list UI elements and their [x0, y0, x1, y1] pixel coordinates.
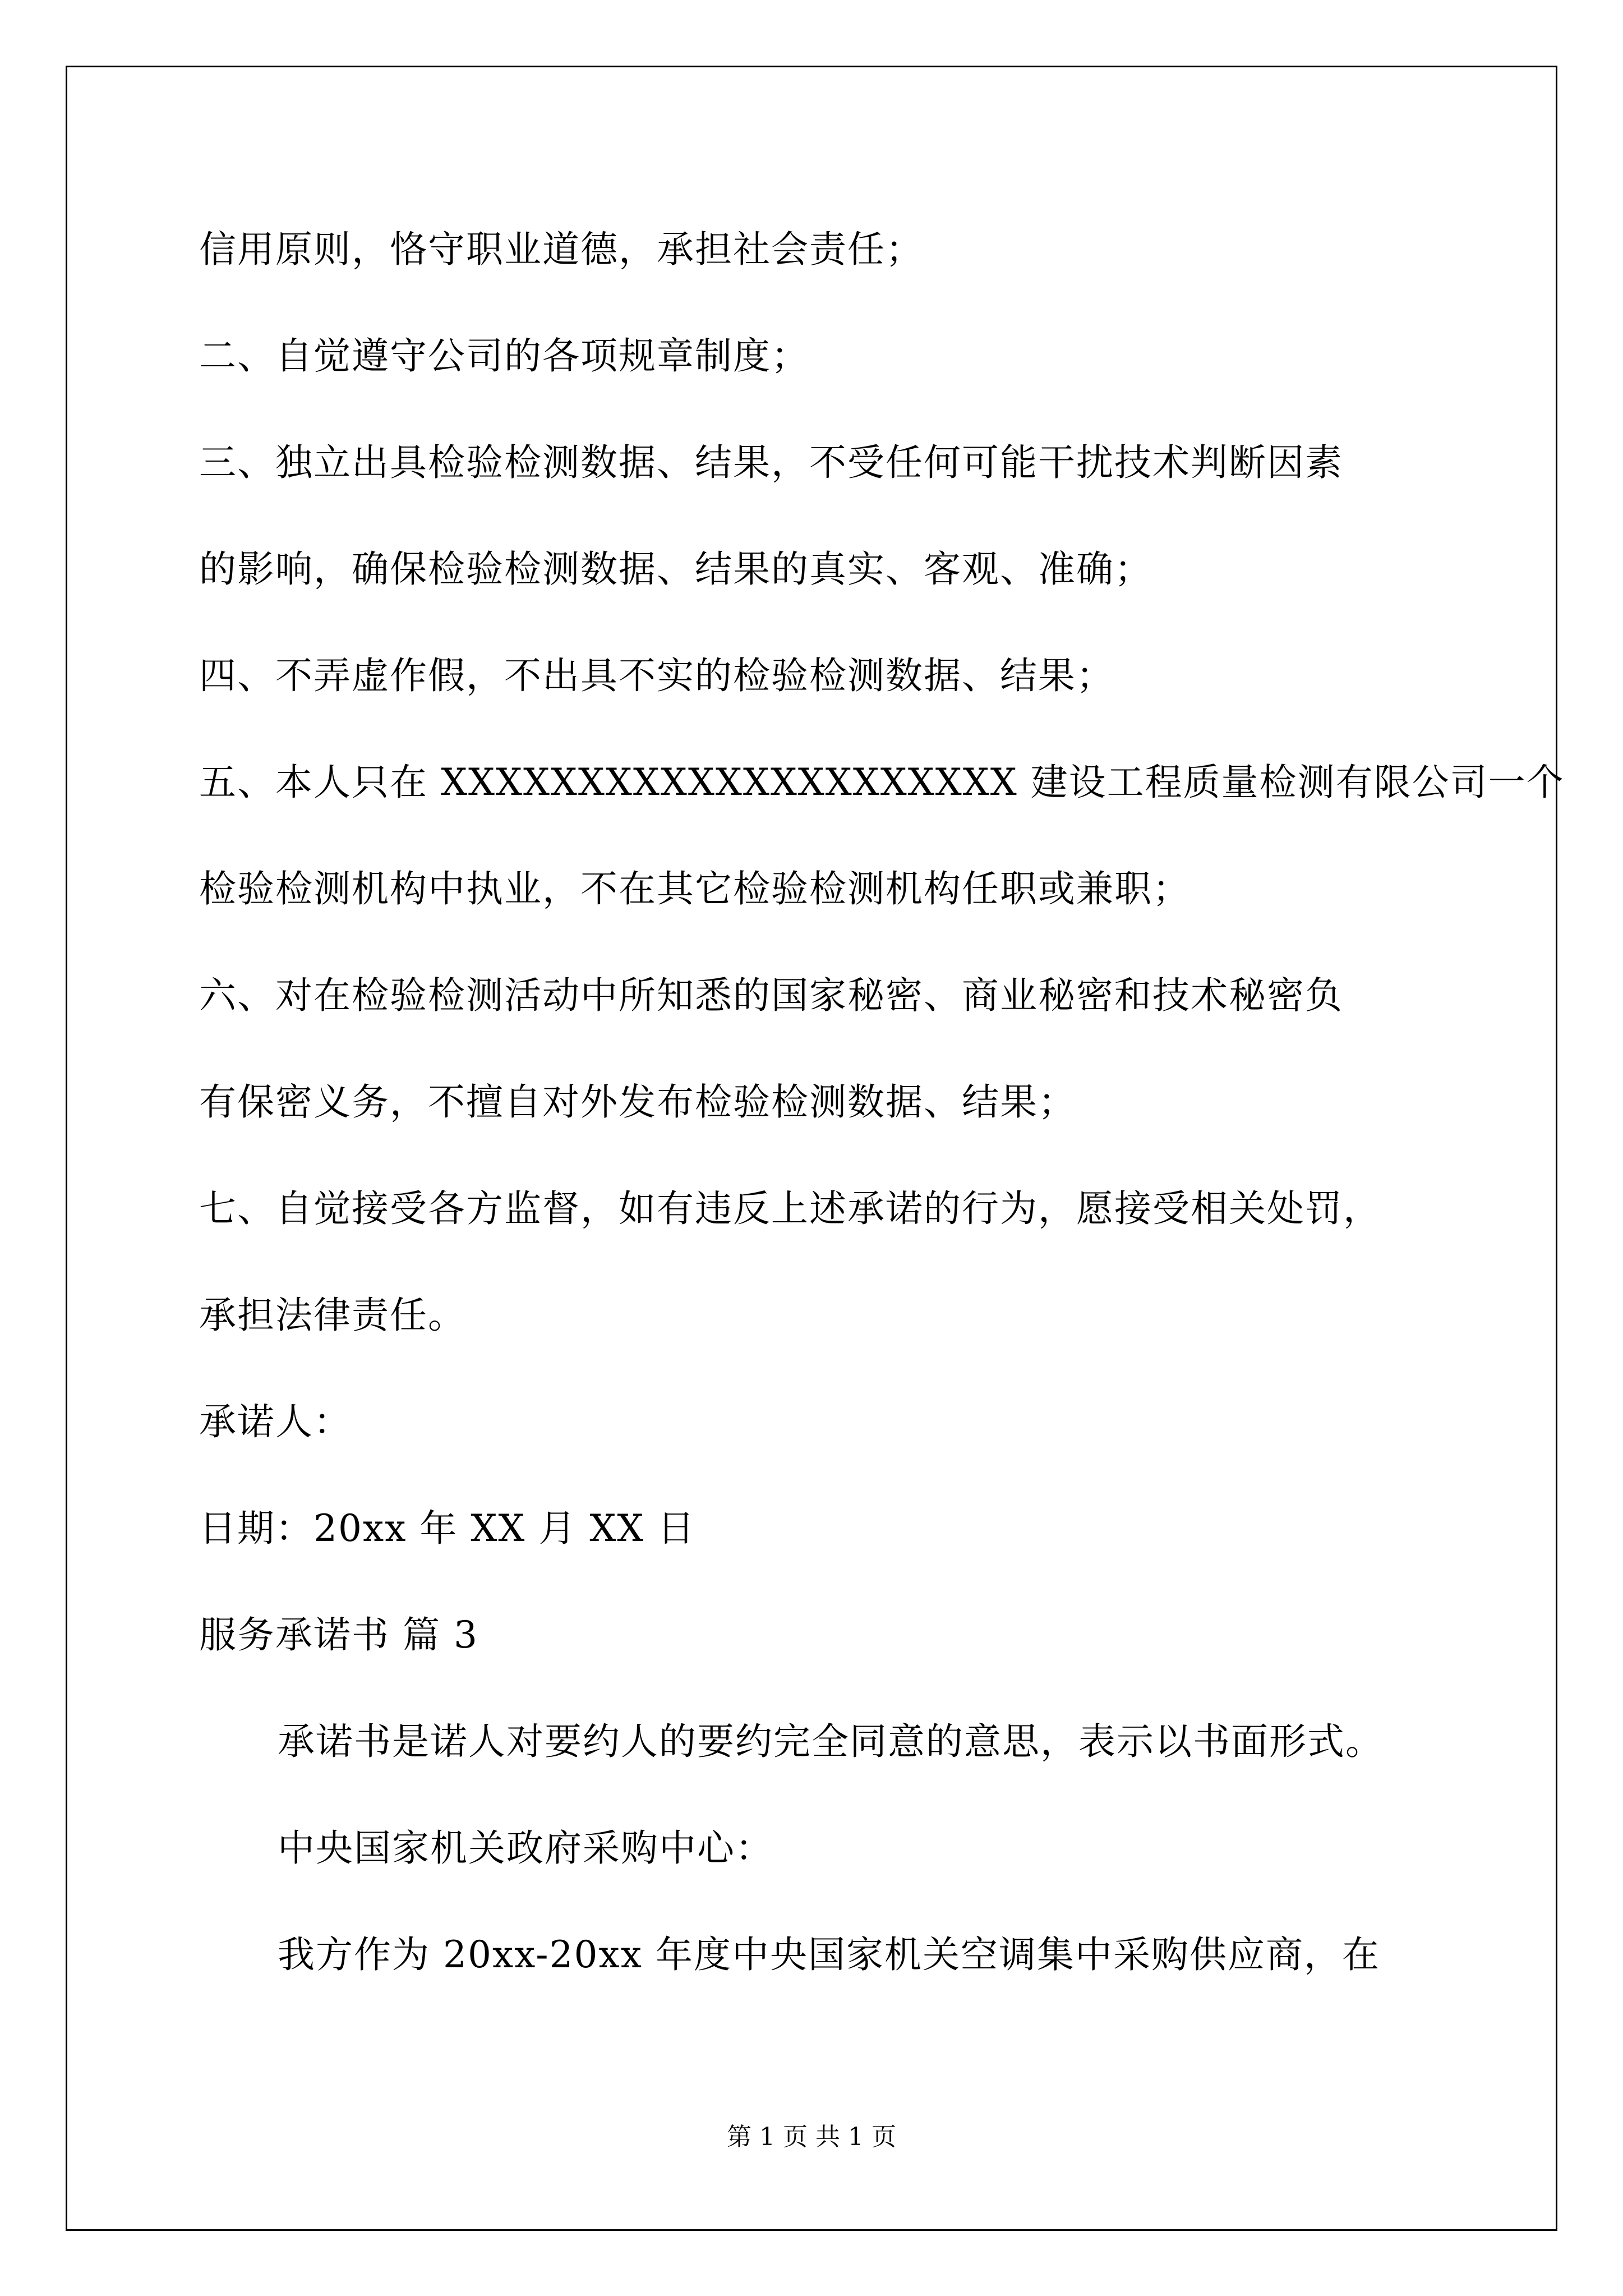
recipient-line: 中央国家机关政府采购中心： [278, 1826, 773, 1870]
date-line: 日期：20xx 年 XX 月 XX 日 [199, 1507, 696, 1550]
page-border [66, 66, 1557, 2231]
text-line: 五、本人只在 XXXXXXXXXXXXXXXXXXXXX 建设工程质量检测有限公司一个 [199, 761, 1565, 804]
signatory-label: 承诺人： [199, 1400, 352, 1443]
text-line: 二、自觉遵守公司的各项规章制度； [199, 334, 809, 378]
section-heading: 服务承诺书 篇 3 [199, 1613, 478, 1657]
text-line: 我方作为 20xx-20xx 年度中央国家机关空调集中采购供应商，在 [278, 1933, 1380, 1976]
text-line: 有保密义务，不擅自对外发布检验检测数据、结果； [199, 1080, 1076, 1124]
text-line: 承诺书是诺人对要约人的要约完全同意的意思，表示以书面形式。 [278, 1720, 1384, 1763]
text-line: 的影响，确保检验检测数据、结果的真实、客观、准确； [199, 547, 1152, 591]
text-line: 三、独立出具检验检测数据、结果，不受任何可能干扰技术判断因素 [199, 441, 1343, 484]
page-number-footer: 第 1 页 共 1 页 [727, 2123, 896, 2151]
text-line: 承担法律责任。 [199, 1294, 466, 1337]
text-line: 检验检测机构中执业，不在其它检验检测机构任职或兼职； [199, 867, 1191, 910]
text-line: 信用原则，恪守职业道德，承担社会责任； [199, 228, 924, 271]
text-line: 七、自觉接受各方监督，如有违反上述承诺的行为，愿接受相关处罚， [199, 1187, 1381, 1230]
text-line: 四、不弄虚作假，不出具不实的检验检测数据、结果； [199, 654, 1114, 697]
text-line: 六、对在检验检测活动中所知悉的国家秘密、商业秘密和技术秘密负 [199, 974, 1343, 1017]
